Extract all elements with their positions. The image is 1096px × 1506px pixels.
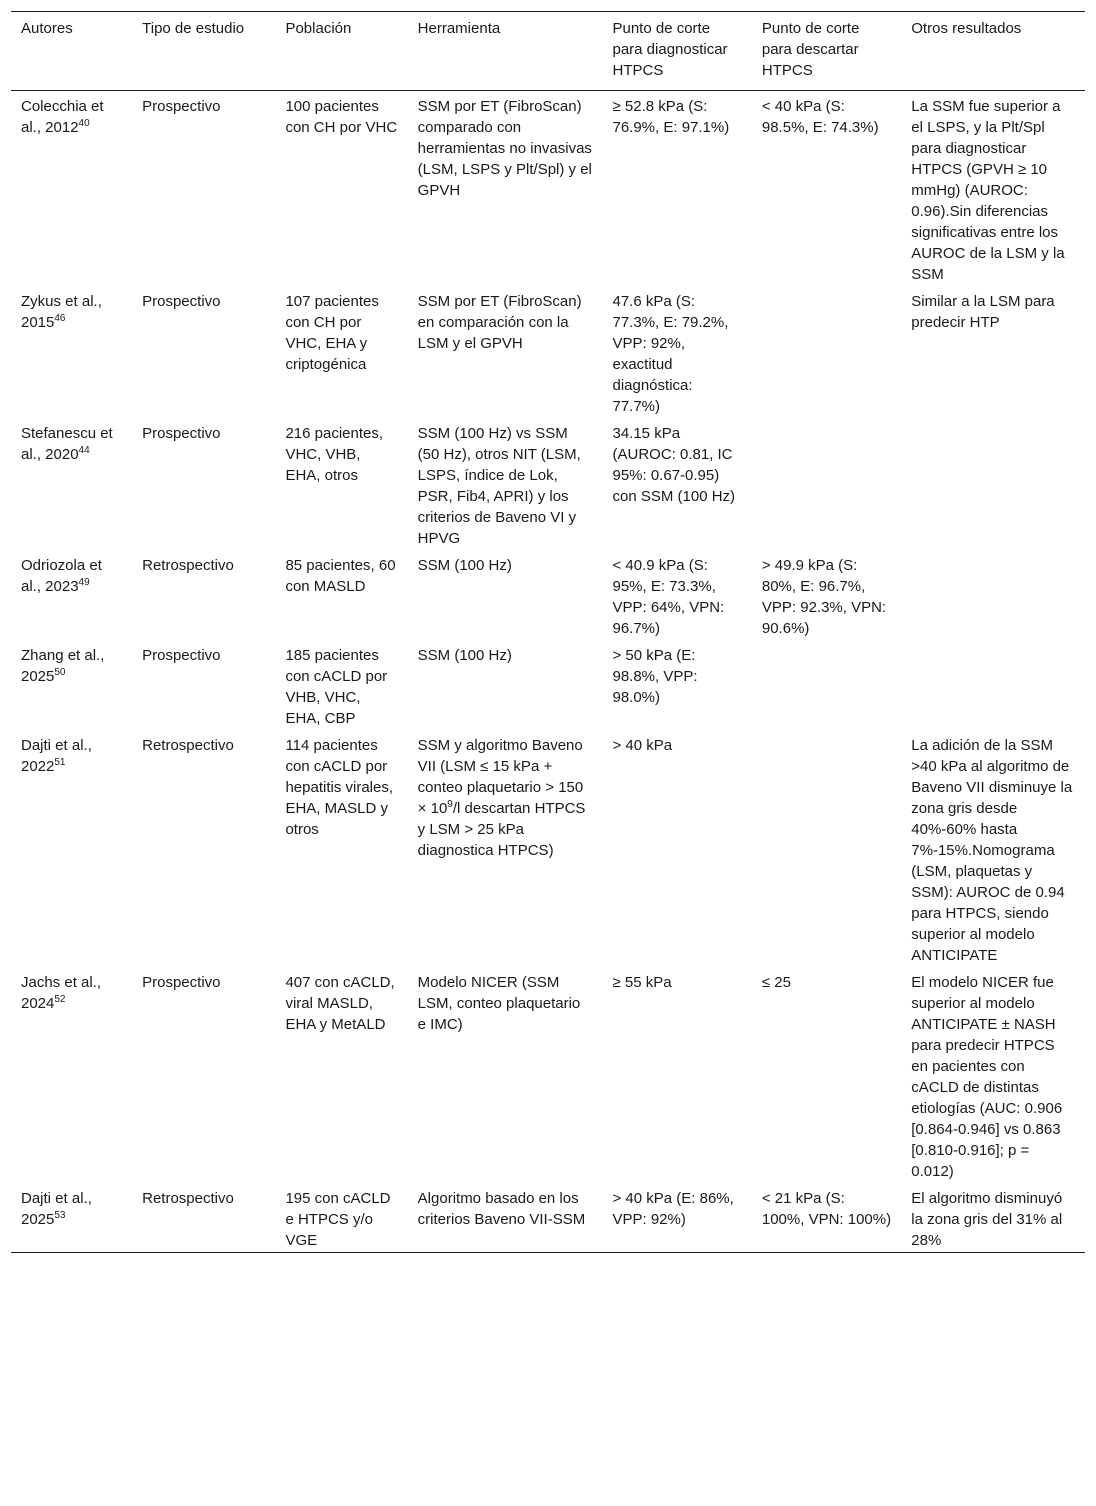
cell-corte-descartar xyxy=(752,286,901,418)
cell-poblacion: 85 pacientes, 60 con MASLD xyxy=(285,557,396,595)
cell-otros-resultados: La adición de la SSM >40 kPa al algoritmo de Baveno VII disminuye la zona gris desde 40%-60% hasta 7%-15%.Nomograma (LSM, plaquetas y SSM): AUROC de 0.94 para HTPCS, siendo superior al modelo ANTICIPATE xyxy=(911,737,1073,964)
table-row xyxy=(11,967,1085,1183)
author-name: Dajti et al., 2022 xyxy=(21,737,92,775)
table-row xyxy=(11,550,1085,640)
cell-tipo-estudio: Prospectivo xyxy=(142,974,221,991)
reference-number: 40 xyxy=(78,118,90,129)
header-row xyxy=(11,12,1085,91)
cell-poblacion: 407 con cACLD, viral MASLD, EHA y MetALD xyxy=(285,974,395,1033)
cell-corte-diagnosticar: 34.15 kPa (AUROC: 0.81, IC 95%: 0.67-0.95) con SSM (100 Hz) xyxy=(612,425,736,505)
table-row xyxy=(11,640,1085,730)
tool-text-rest: /l descartan HTPCS y LSM > 25 kPa diagnostica HTPCS) xyxy=(417,800,586,859)
table-row xyxy=(11,286,1085,418)
exponent: 9 xyxy=(447,799,453,810)
author-name: Colecchia et al., 2012 xyxy=(21,98,104,136)
cell-autores xyxy=(11,550,132,640)
reference-number: 53 xyxy=(54,1210,66,1221)
cell-poblacion: 216 pacientes, VHC, VHB, EHA, otros xyxy=(285,425,384,484)
cell-tipo-estudio: Retrospectivo xyxy=(142,557,234,574)
cell-herramienta: SSM por ET (FibroScan) en comparación con la LSM y el GPVH xyxy=(417,293,582,352)
cell-tipo-estudio: Prospectivo xyxy=(142,293,221,310)
cell-corte-diagnosticar: < 40.9 kPa (S: 95%, E: 73.3%, VPP: 64%, VPN: 96.7%) xyxy=(612,557,725,637)
header-corte-descartar: Punto de corte para descartar HTPCS xyxy=(761,20,860,79)
tool-text: SSM y algoritmo Baveno VII (LSM ≤ 15 kPa + conteo plaquetario > 150 × 10 xyxy=(417,737,584,817)
cell-autores xyxy=(11,730,132,967)
author-name: Jachs et al., 2024 xyxy=(21,974,102,1012)
cell-poblacion: 100 pacientes con CH por VHC xyxy=(285,98,398,136)
cell-tipo-estudio: Prospectivo xyxy=(142,98,221,115)
cell-corte-descartar: < 21 kPa (S: 100%, VPN: 100%) xyxy=(761,1190,892,1228)
cell-tipo-estudio: Retrospectivo xyxy=(142,1190,234,1207)
header-poblacion: Población xyxy=(285,20,352,37)
cell-corte-descartar: < 40 kPa (S: 98.5%, E: 74.3%) xyxy=(761,98,879,136)
cell-otros-resultados: Similar a la LSM para predecir HTP xyxy=(911,293,1055,331)
table-row xyxy=(11,418,1085,550)
cell-autores xyxy=(11,640,132,730)
header-tipo-estudio: Tipo de estudio xyxy=(142,20,245,37)
cell-autores xyxy=(11,91,132,287)
cell-corte-descartar: > 49.9 kPa (S: 80%, E: 96.7%, VPP: 92.3%, VPN: 90.6%) xyxy=(761,557,887,637)
cell-tipo-estudio: Prospectivo xyxy=(142,647,221,664)
cell-autores xyxy=(11,286,132,418)
cell-corte-diagnosticar: > 50 kPa (E: 98.8%, VPP: 98.0%) xyxy=(612,647,698,706)
studies-table xyxy=(11,11,1085,1253)
cell-autores xyxy=(11,418,132,550)
cell-corte-descartar xyxy=(752,640,901,730)
cell-otros-resultados: La SSM fue superior a el LSPS, y la Plt/Spl para diagnosticar HTPCS (GPVH ≥ 10 mmHg) (AUROC: 0.96).Sin diferencias significativas entre los AUROC de la LSM y la SSM xyxy=(911,98,1065,283)
header-otros-resultados: Otros resultados xyxy=(911,20,1022,37)
cell-herramienta: Algoritmo basado en los criterios Baveno VII-SSM xyxy=(417,1190,586,1228)
cell-otros-resultados xyxy=(901,640,1085,730)
cell-otros-resultados xyxy=(901,418,1085,550)
header-herramienta: Herramienta xyxy=(417,20,501,37)
cell-poblacion: 114 pacientes con cACLD por hepatitis virales, EHA, MASLD y otros xyxy=(285,737,394,838)
cell-poblacion: 185 pacientes con cACLD por VHB, VHC, EHA, CBP xyxy=(285,647,388,727)
cell-otros-resultados: El algoritmo disminuyó la zona gris del 31% al 28% xyxy=(911,1190,1063,1249)
cell-corte-descartar xyxy=(752,418,901,550)
cell-autores xyxy=(11,967,132,1183)
cell-herramienta xyxy=(408,730,603,967)
reference-number: 52 xyxy=(54,994,66,1005)
cell-tipo-estudio: Retrospectivo xyxy=(142,737,234,754)
header-autores: Autores xyxy=(21,20,73,37)
table-header xyxy=(11,12,1085,91)
cell-herramienta: SSM por ET (FibroScan) comparado con herramientas no invasivas (LSM, LSPS y Plt/Spl) y el GPVH xyxy=(417,98,592,199)
cell-otros-resultados: El modelo NICER fue superior al modelo ANTICIPATE ± NASH para predecir HTPCS en pacientes con cACLD de distintas etiologías (AUC: 0.906 [0.864-0.946] vs 0.863 [0.810-0.916]; p = 0.012) xyxy=(911,974,1063,1180)
cell-corte-descartar: ≤ 25 xyxy=(761,974,791,991)
reference-number: 51 xyxy=(54,757,66,768)
cell-corte-diagnosticar: ≥ 52.8 kPa (S: 76.9%, E: 97.1%) xyxy=(612,98,730,136)
cell-corte-diagnosticar: > 40 kPa xyxy=(612,737,673,754)
table-row xyxy=(11,730,1085,967)
cell-corte-diagnosticar: ≥ 55 kPa xyxy=(612,974,672,991)
table-container xyxy=(11,11,1085,1253)
cell-otros-resultados xyxy=(901,550,1085,640)
cell-herramienta: Modelo NICER (SSM LSM, conteo plaquetario e IMC) xyxy=(417,974,581,1033)
cell-corte-diagnosticar: > 40 kPa (E: 86%, VPP: 92%) xyxy=(612,1190,734,1228)
author-name: Zykus et al., 2015 xyxy=(21,293,102,331)
cell-corte-diagnosticar: 47.6 kPa (S: 77.3%, E: 79.2%, VPP: 92%, exactitud diagnóstica: 77.7%) xyxy=(612,293,729,415)
cell-tipo-estudio: Prospectivo xyxy=(142,425,221,442)
table-row xyxy=(11,91,1085,287)
table-row xyxy=(11,1183,1085,1253)
header-corte-diagnosticar: Punto de corte para diagnosticar HTPCS xyxy=(612,20,728,79)
reference-number: 44 xyxy=(78,445,90,456)
cell-herramienta: SSM (100 Hz) xyxy=(417,647,512,664)
reference-number: 49 xyxy=(78,577,90,588)
cell-autores xyxy=(11,1183,132,1253)
cell-herramienta: SSM (100 Hz) xyxy=(417,557,512,574)
cell-herramienta: SSM (100 Hz) vs SSM (50 Hz), otros NIT (LSM, LSPS, índice de Lok, PSR, Fib4, APRI) y los criterios de Baveno VI y HPVG xyxy=(417,425,581,547)
reference-number: 50 xyxy=(54,667,66,678)
author-name: Zhang et al., 2025 xyxy=(21,647,105,685)
cell-poblacion: 107 pacientes con CH por VHC, EHA y criptogénica xyxy=(285,293,379,373)
author-name: Odriozola et al., 2023 xyxy=(21,557,102,595)
reference-number: 46 xyxy=(54,313,66,324)
table-body xyxy=(11,91,1085,1253)
author-name: Stefanescu et al., 2020 xyxy=(21,425,113,463)
cell-corte-descartar xyxy=(752,730,901,967)
cell-poblacion: 195 con cACLD e HTPCS y/o VGE xyxy=(285,1190,391,1249)
author-name: Dajti et al., 2025 xyxy=(21,1190,92,1228)
